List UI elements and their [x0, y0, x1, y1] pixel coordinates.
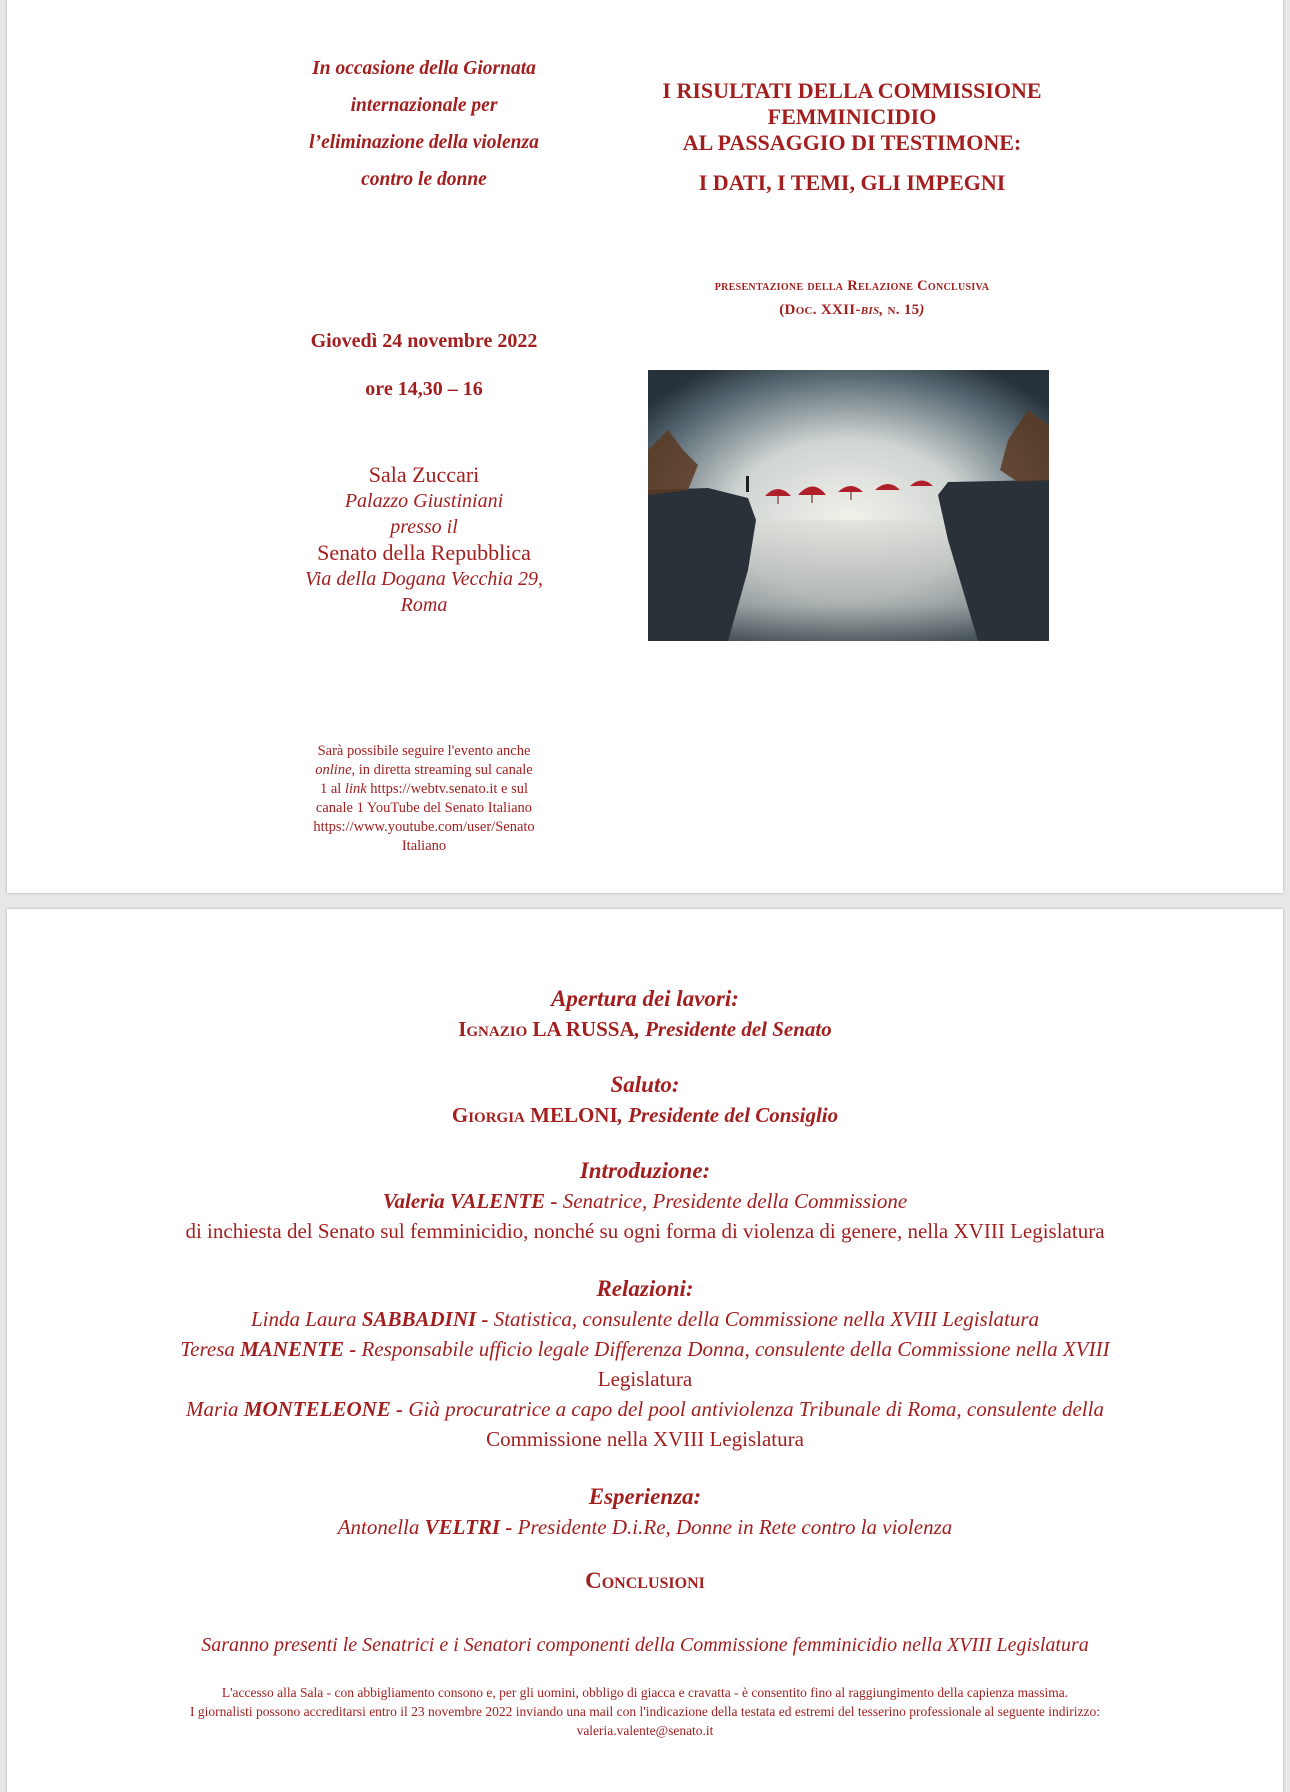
speaker-role: , Presidente del Senato: [634, 1017, 832, 1041]
streaming-info: [287, 742, 561, 856]
speaker-role: Statistica, consulente della Commissione nella XVIII Legislatura: [488, 1307, 1040, 1331]
subtitle-doc-part: ): [919, 302, 925, 318]
occasion-text: [269, 50, 579, 198]
speaker-role: Già procuratrice a capo del pool antiviolenza Tribunale di Roma, consulente della: [403, 1397, 1104, 1421]
speaker-line: [67, 1304, 1223, 1334]
event-date: Giovedì 24 novembre 2022: [310, 330, 538, 352]
streaming-line: canale 1 YouTube del Senato Italiano: [315, 800, 533, 816]
title-line: I RISULTATI DELLA COMMISSIONE: [662, 78, 1042, 103]
section-introduzione: [67, 1156, 1223, 1246]
section-heading: Saluto:: [610, 1072, 680, 1097]
venue-presso: presso il: [390, 516, 458, 538]
attendance-note: Saranno presenti le Senatrici e i Senatori componenti della Commissione femminicidio nella XVIII Legislatura: [201, 1634, 1089, 1656]
event-illustration: [648, 370, 1049, 641]
speaker-role-cont: Commissione nella XVIII Legislatura: [486, 1427, 804, 1451]
occasion-line: internazionale per: [350, 95, 498, 116]
access-footnote: [67, 1683, 1223, 1740]
event-subtitle: [597, 274, 1107, 322]
speaker-name: Valeria VALENTE -: [382, 1189, 558, 1213]
title-line: AL PASSAGGIO DI TESTIMONE:: [682, 130, 1022, 155]
speaker-role-cont: di inchiesta del Senato sul femminicidio, nonché su ogni forma di violenza di genere, nella XVIII Legislatura: [185, 1219, 1105, 1243]
speaker-role: Responsabile ufficio legale Differenza Donna, consulente della Commissione nella XVIII: [356, 1337, 1110, 1361]
program: [67, 984, 1223, 1740]
subtitle-doc-bis: bis,: [860, 302, 884, 318]
speaker-last-name: VELTRI -: [424, 1515, 513, 1539]
speaker-role-cont: Legislatura: [597, 1367, 693, 1391]
streaming-line: Italiano: [401, 838, 447, 854]
page-1: [7, 0, 1283, 893]
contact-email[interactable]: valeria.valente@senato.it: [576, 1723, 714, 1738]
event-title: [597, 78, 1107, 196]
speaker-line: [67, 1100, 1223, 1130]
speaker-first-name: Maria: [186, 1397, 244, 1421]
subtitle-doc: [597, 298, 1107, 322]
subtitle-line: presentazione della Relazione Conclusiva: [714, 278, 990, 294]
section-apertura: [67, 984, 1223, 1044]
streaming-line: Sarà possibile seguire l'evento anche: [317, 743, 531, 759]
speaker-last-name: SABBADINI -: [361, 1307, 489, 1331]
section-heading: Esperienza:: [588, 1484, 702, 1509]
streaming-part: , in diretta streaming sul canale: [351, 762, 533, 778]
section-esperienza: [67, 1482, 1223, 1542]
venue-senate: Senato della Repubblica: [317, 540, 531, 565]
event-time: ore 14,30 – 16: [365, 378, 483, 400]
venue-room: Sala Zuccari: [368, 462, 480, 487]
speaker-line: [67, 1014, 1223, 1044]
section-heading: Introduzione:: [579, 1158, 711, 1183]
streaming-part: 1 al: [319, 781, 345, 797]
speaker-first-name: Antonella: [337, 1515, 425, 1539]
speaker-first-name: Linda Laura: [250, 1307, 362, 1331]
speaker-role: Presidente D.i.Re, Donne in Rete contro la violenza: [512, 1515, 953, 1539]
page-2: [7, 909, 1283, 1792]
section-conclusioni: Conclusioni: [585, 1568, 705, 1593]
speaker-last-name: MONTELEONE -: [243, 1397, 404, 1421]
footnote-line: I giornalisti possono accreditarsi entro il 23 novembre 2022 inviando una mail con l'indicazione della testata ed estremi del tesserino professionale al seguente indirizzo:: [189, 1704, 1101, 1719]
speaker-first-name: Ignazio: [458, 1017, 528, 1041]
event-venue: [269, 462, 579, 618]
speaker-line: [67, 1334, 1223, 1364]
occasion-line: contro le donne: [361, 169, 487, 190]
speaker-last-name: LA RUSSA: [527, 1017, 635, 1041]
subtitle-doc-part: n. 15: [883, 302, 920, 318]
speaker-line: [67, 1186, 1223, 1216]
speaker-role: , Presidente del Consiglio: [617, 1103, 839, 1127]
streaming-line: [287, 780, 561, 799]
speaker-line: [67, 1512, 1223, 1542]
streaming-line: [287, 761, 561, 780]
title-line: FEMMINICIDIO: [767, 104, 937, 129]
section-saluto: [67, 1070, 1223, 1130]
venue-palace: Palazzo Giustiniani: [344, 490, 504, 512]
speaker-last-name: MANENTE -: [240, 1337, 357, 1361]
section-relazioni: [67, 1274, 1223, 1454]
streaming-online: online: [315, 762, 352, 778]
speaker-first-name: Teresa: [180, 1337, 241, 1361]
speaker-role: Senatrice, Presidente della Commissione: [557, 1189, 908, 1213]
section-heading: Apertura dei lavori:: [551, 986, 739, 1011]
streaming-link-word: link: [344, 781, 367, 797]
occasion-line: l’eliminazione della violenza: [309, 132, 539, 153]
section-heading: Relazioni:: [596, 1276, 694, 1301]
youtube-link[interactable]: https://www.youtube.com/user/Senato: [313, 819, 535, 835]
speaker-line: [67, 1394, 1223, 1424]
subtitle-doc-part: (Doc. XXII-: [779, 302, 861, 318]
footnote-line: L'accesso alla Sala - con abbigliamento consono e, per gli uomini, obbligo di giacca e cravatta - è consentito fino al raggiungimento della capienza massima.: [221, 1685, 1069, 1700]
occasion-line: In occasione della Giornata: [312, 58, 536, 79]
venue-city: Roma: [400, 594, 448, 616]
speaker-first-name: Giorgia: [451, 1103, 525, 1127]
speaker-last-name: MELONI: [524, 1103, 618, 1127]
venue-address: Via della Dogana Vecchia 29,: [305, 568, 543, 590]
title-line: I DATI, I TEMI, GLI IMPEGNI: [698, 170, 1006, 195]
webtv-link[interactable]: https://webtv.senato.it e sul: [366, 781, 529, 797]
